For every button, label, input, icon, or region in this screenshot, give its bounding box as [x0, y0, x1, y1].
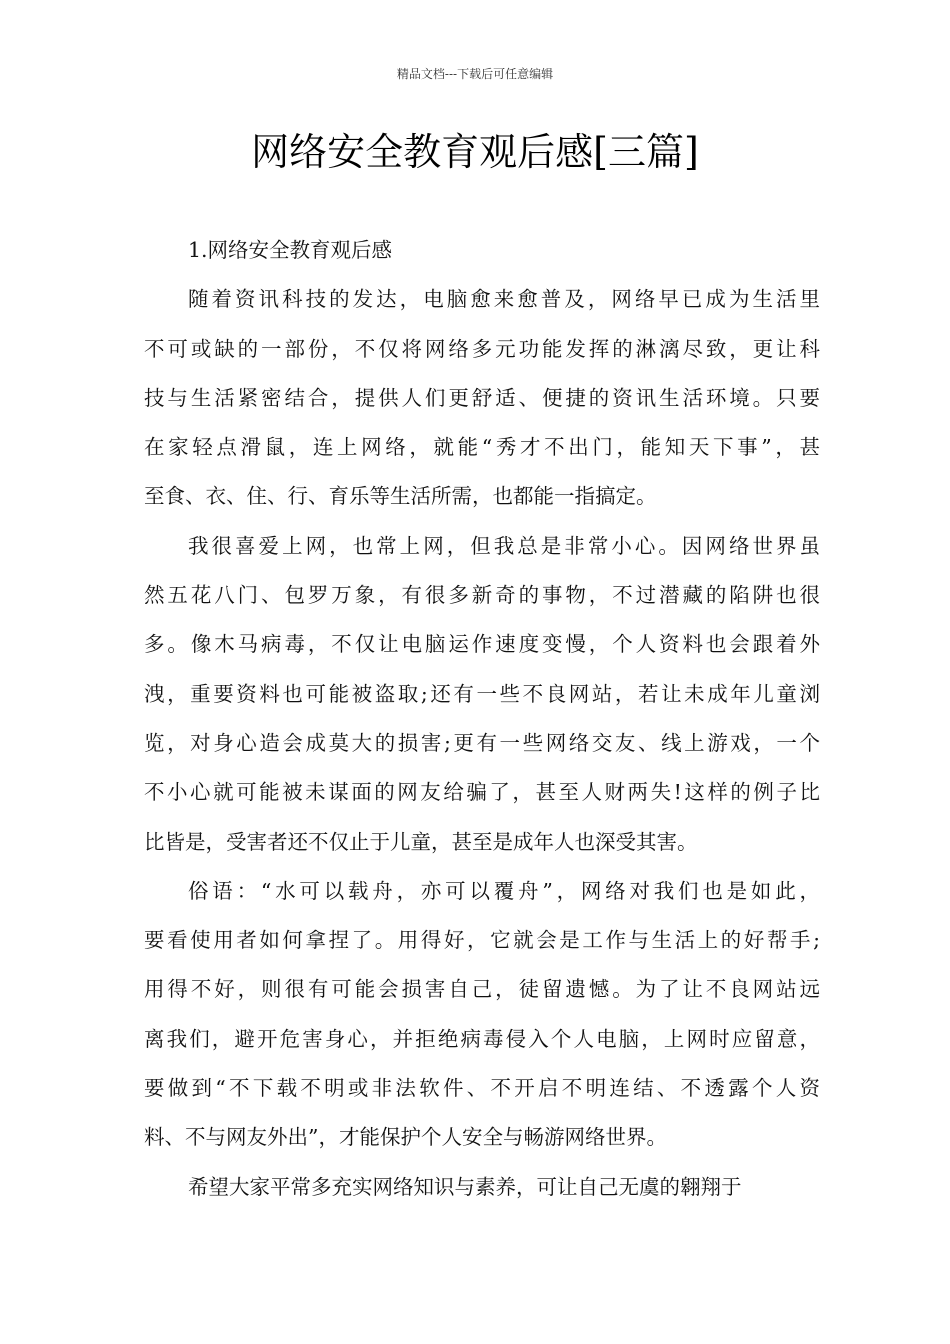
paragraph-line: 不可或缺的一部份，不仅将网络多元功能发挥的淋漓尽致，更让科 [144, 336, 820, 361]
paragraph-line: 在家轻点滑鼠，连上网络，就能“秀才不出门，能知天下事”，甚 [144, 435, 820, 460]
section-heading: 1.网络安全教育观后感 [188, 238, 393, 262]
paragraph-line: 用得不好，则很有可能会损害自己，徒留遗憾。为了让不良网站远 [144, 977, 820, 1002]
paragraph-line: 技与生活紧密结合，提供人们更舒适、便捷的资讯生活环境。只要 [144, 385, 820, 410]
body-paragraph [144, 275, 820, 521]
paragraph-line: 至食、衣、住、行、育乐等生活所需，也都能一指搞定。 [144, 484, 657, 509]
paragraph-line: 不小心就可能被未谋面的网友给骗了，甚至人财两失!这样的例子比 [144, 780, 820, 805]
paragraph-line: 览，对身心造会成莫大的损害;更有一些网络交友、线上游戏，一个 [144, 730, 820, 755]
paragraph-line: 要做到“不下载不明或非法软件、不开启不明连结、不透露个人资 [144, 1076, 820, 1101]
paragraph-line: 离我们，避开危害身心，并拒绝病毒侵入个人电脑，上网时应留意， [144, 1026, 820, 1051]
paragraph-line: 料、不与网友外出”，才能保护个人安全与畅游网络世界。 [144, 1125, 667, 1150]
paragraph-line: 多。像木马病毒，不仅让电脑运作速度变慢，个人资料也会跟着外 [144, 632, 820, 657]
header-note: 精品文档---下载后可任意编辑 [396, 67, 554, 81]
document-title: 网络安全教育观后感[三篇] [251, 130, 699, 174]
body-paragraph [144, 867, 820, 1163]
paragraph-line: 然五花八门、包罗万象，有很多新奇的事物，不过潜藏的陷阱也很 [144, 583, 820, 608]
paragraph-container [144, 275, 820, 1212]
document-body [144, 226, 820, 1212]
paragraph-line: 比皆是，受害者还不仅止于儿童，甚至是成年人也深受其害。 [144, 829, 698, 854]
paragraph-line: 俗语：“水可以载舟，亦可以覆舟”，网络对我们也是如此， [188, 878, 820, 903]
paragraph-line: 随着资讯科技的发达，电脑愈来愈普及，网络早已成为生活里 [188, 287, 820, 312]
paragraph-line: 洩，重要资料也可能被盗取;还有一些不良网站，若让未成年儿童浏 [144, 681, 820, 706]
paragraph-line: 我很喜爱上网，也常上网，但我总是非常小心。因网络世界虽 [188, 533, 820, 558]
paragraph-line: 要看使用者如何拿捏了。用得好，它就会是工作与生活上的好帮手; [144, 928, 820, 953]
body-paragraph [144, 522, 820, 867]
body-paragraph [144, 1163, 820, 1212]
paragraph-line: 希望大家平常多充实网络知识与素养，可让自己无虞的翱翔于 [188, 1174, 742, 1199]
